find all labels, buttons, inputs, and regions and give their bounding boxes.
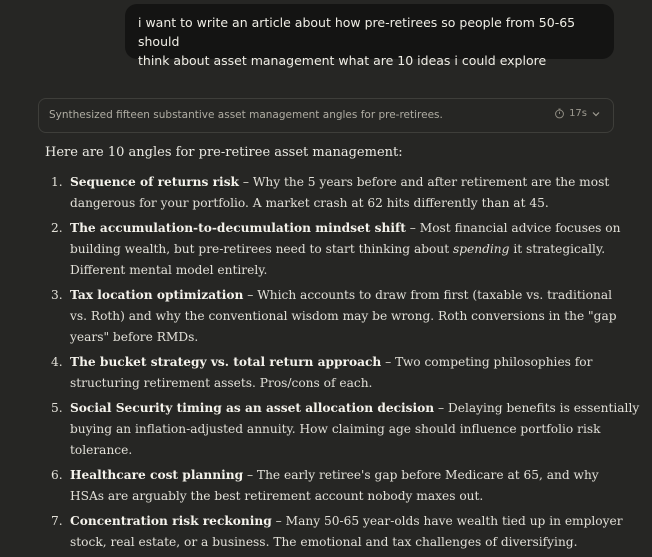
idea-title: Concentration risk reckoning: [70, 514, 272, 528]
idea-title: Healthcare cost planning: [70, 468, 244, 482]
idea-text: – The early retiree's gap before Medicare at 65, and why: [243, 468, 599, 482]
user-message-line: think about asset management what are 10 ideas i could explore: [138, 53, 547, 68]
idea-emphasis: spending: [452, 242, 510, 256]
thinking-duration: 17s: [569, 108, 587, 119]
idea-text: HSAs are arguably the best retirement account nobody maxes out.: [70, 489, 484, 503]
response-intro: Here are 10 angles for pre-retiree asset management:: [45, 145, 403, 160]
idea-number: 3.: [51, 288, 63, 302]
idea-text: Different mental model entirely.: [70, 263, 268, 277]
idea-text: – Two competing philosophies for: [381, 355, 593, 369]
idea-text: – Delaying benefits is essentially: [434, 401, 640, 415]
idea-title: The bucket strategy vs. total return approach: [70, 355, 382, 369]
thinking-summary-toggle[interactable]: [38, 98, 614, 133]
idea-item-5: [0, 398, 640, 461]
idea-number: 6.: [51, 468, 63, 482]
idea-title: The accumulation-to-decumulation mindset shift: [70, 221, 406, 235]
idea-text: – Most financial advice focuses on: [405, 221, 621, 235]
ideas-list: [0, 172, 640, 557]
idea-text: stock, real estate, or a business. The emotional and tax challenges of diversifying.: [70, 535, 578, 549]
idea-text: – Many 50-65 year-olds have wealth tied up in employer: [271, 514, 623, 528]
idea-item-2: [0, 218, 621, 281]
idea-text: buying an inflation-adjusted annuity. How claiming age should influence portfolio risk: [70, 422, 601, 436]
idea-title: Social Security timing as an asset allocation decision: [70, 401, 435, 415]
idea-number: 2.: [51, 221, 63, 235]
idea-text: building wealth, but pre-retirees need to start thinking about: [70, 242, 453, 256]
idea-number: 4.: [51, 355, 63, 369]
idea-number: 5.: [51, 401, 63, 415]
thinking-summary-text: Synthesized fifteen substantive asset management angles for pre-retirees.: [49, 109, 443, 121]
idea-text: structuring retirement assets. Pros/cons of each.: [70, 376, 373, 390]
idea-text: vs. Roth) and why the conventional wisdom may be wrong. Roth conversions in the "gap: [70, 309, 617, 323]
idea-title: Sequence of returns risk: [70, 175, 239, 189]
idea-text: tolerance.: [70, 443, 133, 457]
user-message-line: i want to write an article about how pre-retirees so people from 50-65 should: [138, 15, 576, 49]
idea-number: 7.: [51, 514, 63, 528]
idea-item-3: [0, 285, 617, 348]
idea-item-1: [0, 172, 610, 214]
chevron-down-icon[interactable]: [591, 109, 601, 119]
idea-item-4: [0, 352, 593, 394]
idea-title: Tax location optimization: [70, 288, 244, 302]
idea-text: years" before RMDs.: [70, 330, 199, 344]
idea-text: – Why the 5 years before and after retirement are the most: [239, 175, 610, 189]
idea-text: dangerous for your portfolio. A market crash at 62 hits differently than at 45.: [70, 196, 549, 210]
idea-text: – Which accounts to draw from first (taxable vs. traditional: [243, 288, 612, 302]
idea-item-6: [0, 465, 599, 507]
user-message-bubble: [125, 4, 614, 68]
idea-text: it strategically.: [509, 242, 606, 256]
thinking-meta: [554, 108, 601, 119]
idea-item-7: [0, 511, 623, 553]
idea-number: 1.: [51, 175, 63, 189]
timer-icon: [554, 108, 565, 119]
